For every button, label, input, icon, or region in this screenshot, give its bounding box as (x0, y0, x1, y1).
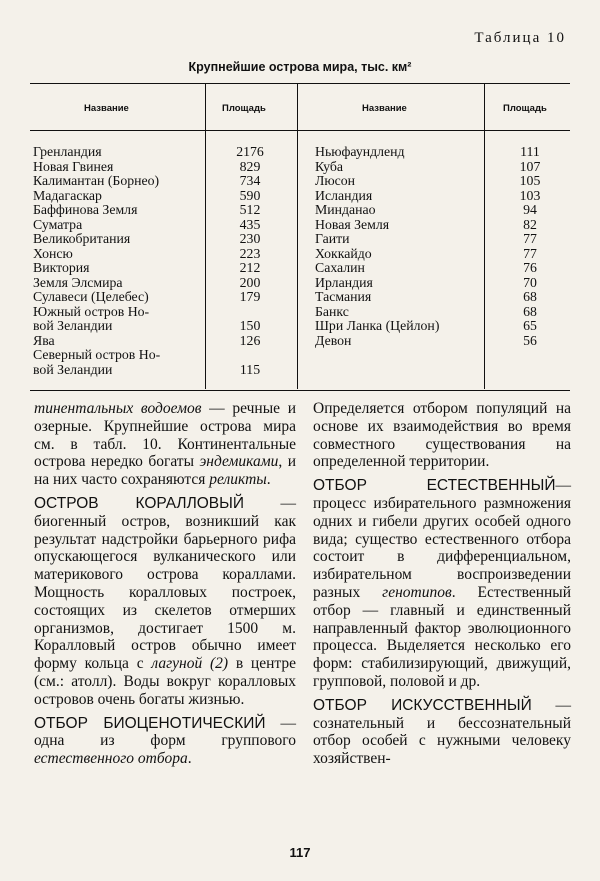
paragraph-biocenotic-selection: ОТБОР БИОЦЕНОТИЧЕСКИЙ — одна из форм группового естественного отбора. (34, 714, 296, 768)
island-name: Земля Элсмира (33, 274, 123, 290)
island-name: вой Зеландии (33, 318, 113, 333)
island-area: 512 (239, 202, 261, 217)
term-italic: естественного отбора (34, 750, 188, 768)
entry-heading: ОТБОР ИСКУССТВЕННЫЙ (313, 696, 532, 714)
table-bottom-rule (30, 390, 570, 391)
left-island-names (33, 145, 203, 377)
island-name: Сулавеси (Целебес) (33, 289, 149, 304)
island-name: Новая Гвинея (33, 158, 114, 174)
island-name: Ява (33, 332, 55, 348)
paragraph-artificial-selection: ОТБОР ИСКУССТВЕННЫЙ — сознательный и бессознательный отбор особей с нужными человеку хозяйствен- (313, 696, 571, 768)
term-italic: эндемиками (199, 453, 279, 471)
term-italic: тинентальных водоемов (34, 400, 202, 417)
island-area: 68 (523, 303, 537, 319)
island-area (205, 305, 295, 320)
table-title: Крупнейшие острова мира, тыс. км² (188, 60, 412, 74)
table-header-rule (30, 130, 570, 131)
island-area: 179 (239, 289, 261, 304)
island-name: Исландия (315, 187, 373, 203)
island-area (205, 348, 295, 363)
table-label: Таблица 10 (474, 30, 566, 46)
island-area: 105 (519, 173, 541, 188)
island-name: Шри Ланка (Цейлон) (315, 318, 440, 333)
island-area: 77 (523, 245, 537, 261)
right-text-column (313, 400, 571, 768)
term-italic: реликты (209, 471, 267, 489)
island-name: Виктория (33, 260, 90, 275)
island-area: 2176 (236, 144, 264, 159)
island-area: 115 (239, 361, 261, 377)
island-area: 200 (239, 274, 261, 290)
island-area: 70 (523, 274, 537, 290)
island-area: 94 (523, 202, 537, 217)
island-name: Минданао (315, 202, 376, 217)
entry-heading: ОТБОР ЕСТЕСТВЕННЫЙ (313, 477, 556, 495)
paragraph-natural-selection: ОТБОР ЕСТЕСТВЕННЫЙ— процесс избирательного размножения одних и гибели других особей одного вида; существо естественного отбора состоит в дифференциальном, избирательном воспроизведении разных генотипов. Естественный отбор — главный и единственный направленный фактор эволюционного процесса. Выделяется несколько его форм: стабилизирующий, движущий, групповой, половой и др. (313, 477, 571, 690)
island-name: Сахалин (315, 260, 365, 275)
island-area: 65 (523, 318, 537, 333)
column-header-name: Название (362, 103, 407, 114)
island-name: Новая Земля (315, 216, 390, 232)
island-area: 111 (520, 144, 540, 159)
right-island-areas (495, 145, 565, 348)
island-name: Калимантан (Борнео) (33, 173, 160, 188)
island-area: 150 (239, 318, 261, 333)
column-header-area: Площадь (222, 103, 266, 114)
island-area: 435 (239, 216, 261, 232)
table-top-rule (30, 83, 570, 84)
island-name: Куба (315, 158, 344, 174)
island-name: Хоккайдо (315, 245, 372, 261)
right-island-names (315, 145, 495, 348)
paragraph-biocenotic-cont: Определяется отбором популяций на основе их взаимодействия во время совместного существования на определенной территории. (313, 400, 571, 471)
term-italic: генотипов (382, 583, 452, 601)
left-island-areas (205, 145, 295, 377)
paragraph-coral-island: ОСТРОВ КОРАЛЛОВЫЙ — биогенный остров, возникший как результат надстройки барьерного рифа опускающегося вулканического или материкового острова кораллами. Мощность коралловых построек, состоящих из скелетов отмерших организмов, достигает 1500 м. Коралловый остров обычно имеет форму кольца с лагуной (2) в центре (см.: атолл). Воды вокруг коралловых островов очень богаты жизнью. (34, 494, 296, 708)
island-area: 68 (523, 289, 537, 304)
island-name: Южный остров Но- (33, 303, 150, 319)
island-area: 77 (523, 231, 537, 246)
island-name: Великобритания (33, 231, 131, 246)
entry-heading: ОСТРОВ КОРАЛЛОВЫЙ (34, 494, 245, 512)
island-name: Ньюфаундленд (315, 144, 405, 159)
column-header-name: Название (84, 103, 129, 114)
island-name: Хонсю (33, 245, 73, 261)
paragraph-continental: тинентальных водоемов — речные и озерные. Крупнейшие острова мира см. в табл. 10. Континентальные острова нередко богаты эндемиками, и на них часто сохраняются реликты. (34, 400, 296, 489)
island-area: 590 (239, 187, 261, 203)
left-text-column (34, 400, 296, 768)
island-area: 107 (519, 158, 541, 174)
island-name: вой Зеландии (33, 361, 113, 377)
island-name: Мадагаскар (33, 187, 102, 203)
island-area: 103 (519, 187, 541, 203)
island-area: 82 (523, 216, 537, 232)
table-divider (297, 84, 298, 389)
island-area: 212 (239, 260, 261, 275)
island-area: 126 (239, 332, 261, 348)
entry-heading: ОТБОР БИОЦЕНОТИЧЕСКИЙ (34, 714, 266, 732)
island-area: 223 (239, 245, 261, 261)
term-italic: лагуной (2) (151, 655, 229, 673)
island-area: 734 (239, 173, 261, 188)
island-name: Люсон (315, 173, 356, 188)
island-name: Гаити (315, 231, 350, 246)
island-name: Гренландия (33, 144, 102, 159)
page-number: 117 (289, 845, 311, 860)
island-area: 56 (523, 332, 537, 348)
island-name: Банкс (315, 303, 349, 319)
island-name: Ирландия (315, 274, 373, 290)
island-name: Тасмания (315, 289, 372, 304)
island-area: 230 (239, 231, 261, 246)
island-name: Девон (315, 332, 352, 348)
island-name: Суматра (33, 216, 83, 232)
island-name: Баффинова Земля (33, 202, 138, 217)
island-area: 829 (239, 158, 261, 174)
island-area: 76 (523, 260, 537, 275)
island-name: Северный остров Но- (33, 347, 161, 362)
column-header-area: Площадь (503, 103, 547, 114)
